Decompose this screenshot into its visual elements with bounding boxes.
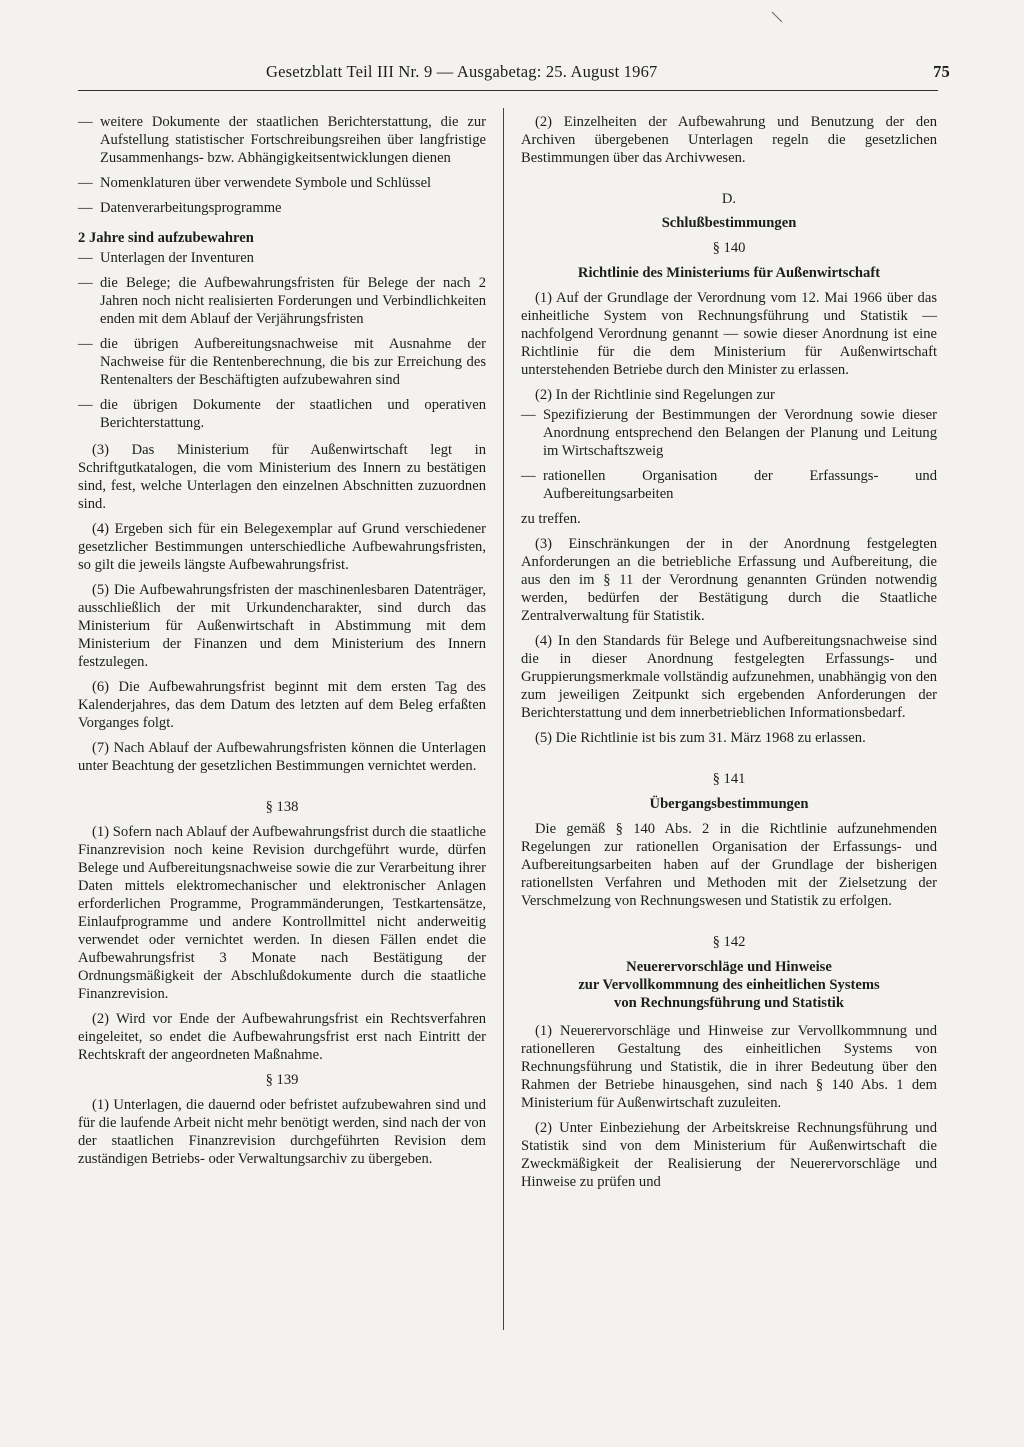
paragraph: (4) Ergeben sich für ein Belegexemplar auf Grund verschiedener gesetzlicher Bestimmungen unterschiedliche Aufbewahrungsfristen, so gilt die jeweils längste Aufbewahrungsfrist. — [78, 521, 486, 573]
paragraph: (3) Einschränkungen der in der Anordnung festgelegten Anforderungen an die betriebliche Erfassung und Aufbereitung, die aus den im § 11 der Verordnung genannten Gründen notwendig werden, bedürfen der Bestätigung durch die Staatliche Zentralverwaltung für Statistik. — [521, 536, 937, 624]
part-label: D. — [721, 191, 737, 207]
list-item: — weitere Dokumente der staatlichen Berichterstattung, die zur Aufstellung statistischer Fortschreibungsreihen über langfristige Zusammenhangs- bzw. Abhängigkeitsentwicklungen dienen — [78, 114, 486, 166]
subheading: 2 Jahre sind aufzubewahren — [78, 230, 254, 246]
list-item: — rationellen Organisation der Erfassungs- und Aufbereitungsarbeiten — [521, 468, 937, 502]
section-number: § 142 — [712, 934, 746, 950]
paragraph: (2) Wird vor Ende der Aufbewahrungsfrist ein Rechtsverfahren eingeleitet, so endet die Aufbewahrungsfrist erst nach Eintritt der Rechtskraft der angeordneten Maßnahme. — [78, 1011, 486, 1063]
paragraph: (4) In den Standards für Belege und Aufbereitungsnachweise sind die in dieser Anordnung festgelegten Erfassungs- und Gruppierungsmerkmale vollständig aufzunehmen, unabhängig von den zum jeweiligen Zeitpunkt sich ergebenden Anforderungen der Berichterstattung und dem innerbetrieblichen Informationsbedarf. — [521, 633, 937, 721]
paragraph: (1) Unterlagen, die dauernd oder befristet aufzubewahren sind und für die laufende Arbeit nicht mehr benötigt werden, sind nach der von der staatlichen Finanzrevision durchgeführten Revision dem zuständigen Betriebs- oder Verwaltungsarchiv zu übergeben. — [78, 1097, 486, 1167]
section-number: § 140 — [712, 240, 746, 256]
scan-mark — [770, 10, 784, 24]
left-column — [78, 113, 486, 1175]
header-title: Gesetzblatt Teil III Nr. 9 — Ausgabetag: 25. August 1967 — [266, 62, 658, 81]
page-number: 75 — [933, 62, 950, 81]
paragraph: (1) Auf der Grundlage der Verordnung vom 12. Mai 1966 über das einheitliche System von Rechnungsführung und Statistik — nachfolgend Verordnung genannt — sowie dieser Anordnung ist eine Richtlinie für die dem Ministerium für Außenwirtschaft unterstehenden Betriebe durch den Minister zu erlassen. — [521, 290, 937, 378]
paragraph: (7) Nach Ablauf der Aufbewahrungsfristen können die Unterlagen unter Beachtung der gesetzlichen Bestimmungen vernichtet werden. — [78, 740, 486, 774]
section-title: Übergangsbestimmungen — [649, 796, 809, 812]
section-title: von Rechnungsführung und Statistik — [614, 995, 844, 1011]
section-title: Richtlinie des Ministeriums für Außenwirtschaft — [577, 265, 881, 281]
paragraph: Die gemäß § 140 Abs. 2 in die Richtlinie aufzunehmenden Regelungen zur rationellen Organisation der Erfassungs- und Aufbereitungsarbeiten haben auf der Grundlage der bisherigen rationellsten Verfahren und Methoden mit der Zielsetzung der Verschmelzung von Rechnungswesen und Statistik zu erfolgen. — [521, 821, 937, 909]
list-item: — Datenverarbeitungsprogramme — [78, 200, 282, 216]
paragraph: (2) Einzelheiten der Aufbewahrung und Benutzung der den Archiven übergebenen Unterlagen regeln die gesetzlichen Bestimmungen über das Archivwesen. — [521, 114, 937, 166]
column-divider — [503, 108, 504, 1330]
list-item: — die übrigen Dokumente der staatlichen und operativen Berichterstattung. — [78, 397, 486, 431]
section-number: § 138 — [265, 799, 299, 815]
paragraph: (2) Unter Einbeziehung der Arbeitskreise Rechnungsführung und Statistik sind von dem Ministerium für Außenwirtschaft die Zweckmäßigkeit der Realisierung der Neuerervorschläge und Hinweise zu prüfen und — [521, 1120, 937, 1190]
section-title: Neuerervorschläge und Hinweise — [626, 959, 832, 975]
list-item: — Nomenklaturen über verwendete Symbole und Schlüssel — [78, 175, 432, 191]
paragraph: (5) Die Richtlinie ist bis zum 31. März 1968 zu erlassen. — [535, 730, 866, 746]
list-item: — Spezifizierung der Bestimmungen der Verordnung sowie dieser Anordnung entsprechend den Belangen der Planung und Leitung im Wirtschaftszweig — [521, 407, 937, 459]
paragraph: (3) Das Ministerium für Außenwirtschaft legt in Schriftgutkatalogen, die vom Ministerium des Innern zu bestätigen sind, fest, welche Unterlagen den einzelnen Abschnitten zuzuordnen sind. — [78, 442, 486, 512]
list-item: — die übrigen Aufbereitungsnachweise mit Ausnahme der Nachweise für die Rentenberechnung, die bis zur Erreichung des Rentenalters der Beschäftigten aufzubewahren sind — [78, 336, 486, 388]
part-title: Schlußbestimmungen — [661, 215, 797, 231]
list-item: — die Belege; die Aufbewahrungsfristen für Belege der nach 2 Jahren noch nicht realisierten Forderungen und Verbindlichkeiten enden mit dem Ablauf der Verjährungsfristen — [78, 275, 486, 327]
page-header — [80, 62, 950, 88]
right-column — [521, 113, 937, 1198]
section-title: zur Vervollkommnung des einheitlichen Systems — [578, 977, 880, 993]
paragraph: (6) Die Aufbewahrungsfrist beginnt mit dem ersten Tag des Kalenderjahres, das dem Datum des letzten auf dem Beleg erfaßten Vorganges folgt. — [78, 679, 486, 731]
paragraph: (1) Sofern nach Ablauf der Aufbewahrungsfrist durch die staatliche Finanzrevision noch keine Revision durchgeführt wurde, dürfen Belege und Aufbereitungsnachweise sowie die zur Verarbeitung ihrer Daten mittels elektromechanischer und elektronischer Anlagen erforderlichen Programme, Programmänderungen, Testkartensätze, Einlaufprogramme und andere Kontrollmittel nicht anderweitig verwendet oder vernichtet werden. In diesen Fällen endet die Aufbewahrungsfrist 3 Monate nach Bestätigung der Ordnungsmäßigkeit der Abschlußdokumente durch die staatliche Finanzrevision. — [78, 824, 486, 1002]
paragraph: zu treffen. — [521, 511, 581, 527]
paragraph: (2) In der Richtlinie sind Regelungen zur — [535, 387, 775, 403]
paragraph: (5) Die Aufbewahrungsfristen der maschinenlesbaren Datenträger, ausschließlich der mit Urkundencharakter, sind durch das Ministerium für Außenwirtschaft in Abstimmung mit dem Ministerium der Finanzen und dem Ministerium des Innern festzulegen. — [78, 582, 486, 670]
list-item: — Unterlagen der Inventuren — [78, 250, 254, 266]
section-number: § 141 — [712, 771, 746, 787]
header-rule — [78, 90, 938, 91]
section-number: § 139 — [265, 1072, 299, 1088]
paragraph: (1) Neuerervorschläge und Hinweise zur Vervollkommnung und rationelleren Gestaltung des einheitlichen Systems von Rechnungsführung und Statistik, die in ihrer Bedeutung über den Rahmen der Betriebe hinausgehen, sind nach § 140 Abs. 1 dem Ministerium für Außenwirtschaft zuzuleiten. — [521, 1023, 937, 1111]
